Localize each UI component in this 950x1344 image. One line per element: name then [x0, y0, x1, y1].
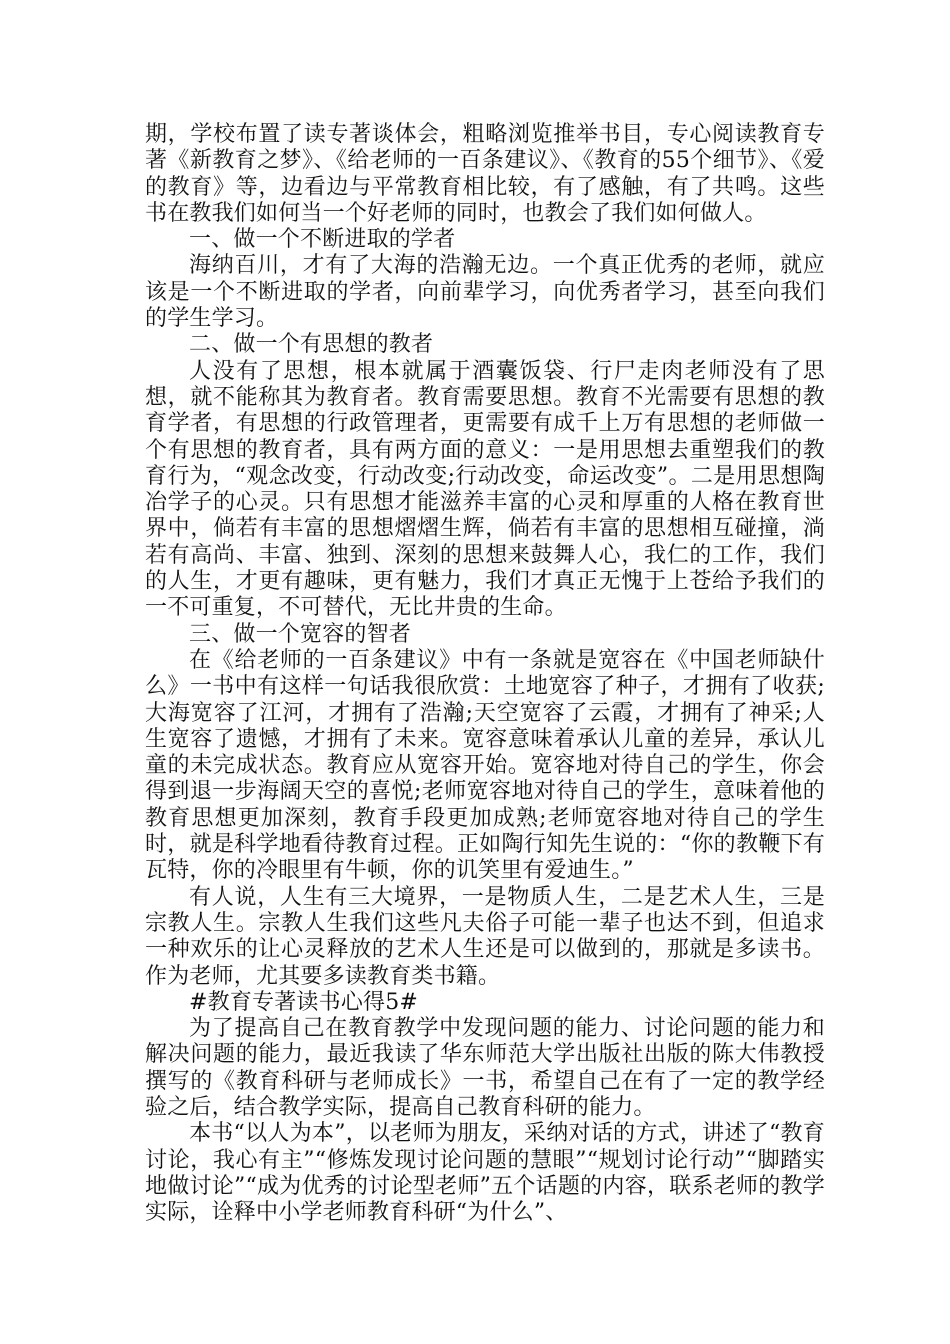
paragraph-life-realms: 有人说，人生有三大境界，一是物质人生，二是艺术人生，三是宗教人生。宗教人生我们这些凡夫俗子可能一辈子也达不到，但追求一种欢乐的让心灵释放的艺术人生还是可以做到的，那就是多读书。作为老师，尤其要多读教育类书籍。: [145, 884, 825, 989]
paragraph-learner: 海纳百川，才有了大海的浩瀚无边。一个真正优秀的老师，就应该是一个不断进取的学者，向前辈学习，向优秀者学习，甚至向我们的学生学习。: [145, 253, 825, 332]
document-page: [145, 122, 825, 1226]
section-heading-1: 一、做一个不断进取的学者: [189, 227, 456, 253]
paragraph-research-intro: 为了提高自己在教育教学中发现问题的能力、讨论问题的能力和解决问题的能力，最近我读了华东师范大学出版社出版的陈大伟教授撰写的《教育科研与老师成长》一书，希望自己在有了一定的教学经验之后，结合教学实际，提高自己教育科研的能力。: [145, 1016, 825, 1120]
paragraph-intro: 期，学校布置了读专著谈体会，粗略浏览推举书目，专心阅读教育专著《新教育之梦》、《给老师的一百条建议》、《教育的55个细节》、《爱的教育》等，边看边与平常教育相比较，有了感触，有了共鸣。这些书在教我们如何当一个好老师的同时，也教会了我们如何做人。: [145, 122, 825, 226]
paragraph-thinker: 人没有了思想，根本就属于酒囊饭袋、行尸走肉老师没有了思想，就不能称其为教育者。教育需要思想。教育不光需要有思想的教育学者，有思想的行政管理者，更需要有成千上万有思想的老师做一个有思想的教育者，具有两方面的意义：一是用思想去重塑我们的教育行为，“观念改变，行动改变;行动改变，命运改变”。二是用思想陶冶学子的心灵。只有思想才能滋养丰富的心灵和厚重的人格在教育世界中，倘若有丰富的思想熠熠生辉，倘若有丰富的思想相互碰撞，淌若有高尚、丰富、独到、深刻的思想来鼓舞人心，我仁的工作，我们的人生，才更有趣味，更有魅力，我们才真正无愧于上苍给予我们的一不可重复，不可替代，无比井贵的生命。: [145, 358, 825, 621]
section-heading-2: 二、做一个有思想的教者: [189, 332, 434, 358]
paragraph-book-summary: 本书“以人为本”，以老师为朋友，采纳对话的方式，讲述了“教育讨论，我心有主”“修炼发现讨论问题的慧眼”“规划讨论行动”“脚踏实地做讨论”“成为优秀的讨论型老师”五个话题的内容，联系老师的教学实际，诠释中小学老师教育科研“为什么”、: [145, 1121, 825, 1226]
article-heading-5: #教育专著读书心得5#: [189, 989, 419, 1015]
section-heading-3: 三、做一个宽容的智者: [189, 621, 412, 647]
paragraph-tolerance: 在《给老师的一百条建议》中有一条就是宽容在《中国老师缺什么》一书中有这样一句话我很欣赏：土地宽容了种子，才拥有了收获;大海宽容了江河，才拥有了浩瀚;天空宽容了云霞，才拥有了神采;人生宽容了遗憾，才拥有了未来。宽容意味着承认儿童的差异，承认儿童的未完成状态。教育应从宽容开始。宽容地对待自己的学生，你会得到退一步海阔天空的喜悦;老师宽容地对待自己的学生，意味着他的教育思想更加深刻，教育手段更加成熟;老师宽容地对待自己的学生时，就是科学地看待教育过程。正如陶行知先生说的：“你的教鞭下有瓦特，你的冷眼里有牛顿，你的讥笑里有爱迪生。”: [145, 647, 825, 884]
